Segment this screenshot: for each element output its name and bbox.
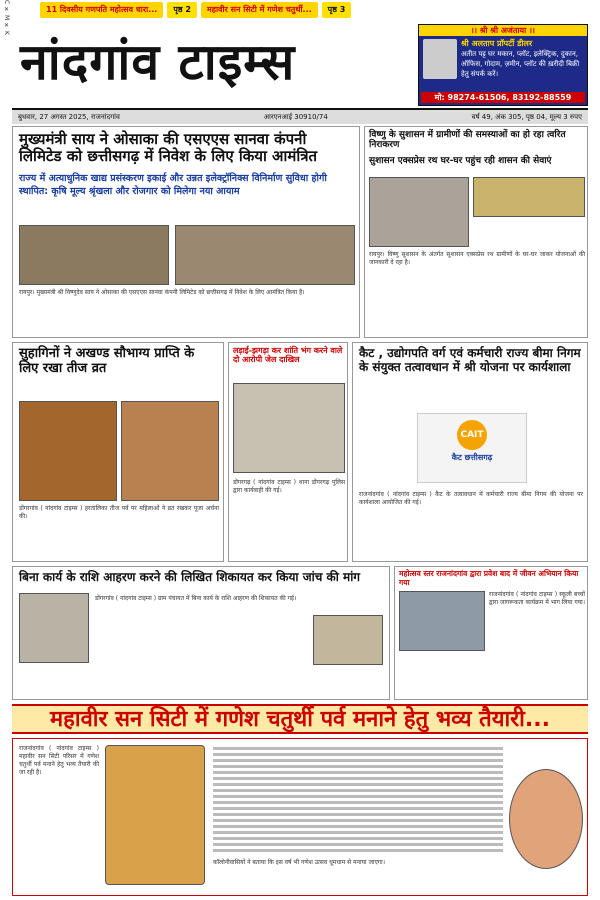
cait-headline[interactable]: कैट , उद्योगपति वर्ग एवं कर्मचारी राज्य बीमा निगम के संयुक्त तत्वावधान में श्री योजना पर कार्यशाला	[359, 346, 581, 374]
ad-header: ।। श्री श्री अजंताया ।।	[419, 25, 587, 36]
ganesh-sweets-image	[509, 769, 583, 869]
complaint-photo-1	[19, 593, 89, 663]
teaser-1[interactable]: 11 दिवसीय गणपति महोत्सव धारा...	[40, 2, 163, 18]
arrest-story[interactable]	[228, 342, 348, 562]
dateline-date: बुधवार, 27 अगस्त 2025, राजनांदगांव	[18, 112, 120, 121]
lead-story[interactable]	[12, 126, 360, 338]
masthead-title: नांदगांव टाइम्स	[20, 32, 296, 91]
arrest-text: डोंगरगढ़ ( नांदगांव टाइम्स ) थाना डोंगरगढ़ पुलिस द्वारा कार्यवाही की गई।	[233, 479, 345, 494]
lead-text: रायपुर। मुख्यमंत्री श्री विष्णुदेव साय ने ओसाका की एसएएस सानवा कंपनी लिमिटेड को छत्तीसगढ़ में निवेश के लिए आमंत्रित किया है।	[19, 289, 305, 296]
teej-story[interactable]	[12, 342, 224, 562]
teej-headline[interactable]: सुहागिनों ने अखण्ड सौभाग्य प्राप्ति के लिए रखा तीज व्रत	[19, 346, 195, 376]
governance-photo-1	[369, 177, 469, 247]
arrest-headline[interactable]: लड़ाई-झगड़ा कर शांति भंग करने वाले दो आरोपी जेल दाखिल	[233, 346, 343, 365]
teej-caption: डोंगरगांव ( नांदगांव टाइम्स ) हरतालिका तीज पर्व पर महिलाओं ने व्रत रखकर पूजा अर्चना की।	[19, 505, 219, 520]
lead-photo-2	[175, 225, 355, 285]
masthead	[12, 20, 588, 110]
school-text: राजनांदगांव ( नांदगांव टाइम्स ) स्कूली बच्चों द्वारा जागरूकता कार्यक्रम में भाग लिया गया।	[489, 591, 586, 606]
ad-body: अतीत पट्ट घर मकान, प्लॉट, इलेक्ट्रिक, दुकान, ऑफिस, गोदाम, ज़मीन, प्लॉट की ख़रीदी बिक्री हेतु संपर्क करें।	[461, 50, 580, 78]
ganesh-banner-headline[interactable]: महावीर सन सिटी में गणेश चतुर्थी पर्व मनाने हेतु भव्य तैयारी...	[12, 704, 588, 734]
lead-photo-1	[19, 225, 169, 285]
arrest-photo	[233, 383, 345, 473]
school-story[interactable]	[394, 566, 588, 700]
cait-story[interactable]	[352, 342, 588, 562]
complaint-text: डोंगरगांव ( नांदगांव टाइम्स ) ग्राम पंचायत में बिना कार्य के राशि आहरण की शिकायत की गई।	[95, 595, 297, 602]
school-photo	[399, 591, 485, 651]
ganesh-story[interactable]	[12, 738, 588, 896]
governance-headline[interactable]: विष्णु के सुशासन में ग्रामीणों की समस्याओं का हो रहा त्वरित निराकरण	[369, 130, 566, 151]
teaser-page-3[interactable]: पृष्ठ 3	[322, 2, 352, 18]
ganesh-idol-image	[105, 745, 205, 885]
teaser-2[interactable]: महावीर सन सिटी में गणेश चतुर्थी...	[201, 2, 318, 18]
lead-subhead: राज्य में अत्याधुनिक खाद्य प्रसंस्करण इकाई और उन्नत इलेक्ट्रॉनिक्स विनिर्माण सुविधा होगी स्थापित: कृषि मूल्य श्रृंखला और रोजगार को मिलेगा नया आयाम	[19, 172, 327, 197]
ganesh-text-right: कॉलोनीवासियों ने बताया कि इस वर्ष भी गणेश उत्सव धूमधाम से मनाया जाएगा।	[213, 859, 385, 866]
school-headline[interactable]: महोत्सव स्तर राजनांदगांव द्वारा प्रवेश बाद में जीवन अभियान किया गया	[399, 569, 579, 587]
cait-logo-badge: CAIT	[457, 420, 487, 450]
complaint-story[interactable]	[12, 566, 390, 700]
teaser-page-2[interactable]: पृष्ठ 2	[167, 2, 197, 18]
cait-logo	[417, 413, 527, 483]
teej-photo-1	[19, 401, 117, 501]
top-teaser-strip	[40, 2, 560, 18]
ad-portrait	[423, 39, 457, 79]
ad-phone: मो: 98274-61506, 83192-88559	[421, 92, 585, 103]
complaint-photo-2	[313, 615, 383, 665]
dateline-edition: वर्ष 49, अंक 305, पृष्ठ 04, मूल्य 3 रुपए	[471, 112, 582, 121]
lead-headline[interactable]: मुख्यमंत्री साय ने ओसाका की एसएएस सानवा कंपनी लिमिटेड को छत्तीसगढ़ में निवेश के लिए किया आमंत्रित	[19, 130, 318, 166]
cait-logo-text: कैट छत्तीसगढ़	[451, 453, 493, 462]
governance-photo-2	[473, 177, 585, 217]
governance-text: रायपुर। विष्णु सुशासन के अंतर्गत सुशासन एक्सप्रेस रथ ग्रामीणों के घर-घर जाकर योजनाओं की जानकारी दे रहा है।	[369, 251, 585, 266]
property-ad[interactable]	[418, 24, 588, 106]
ganesh-article-body	[213, 747, 503, 855]
teej-photo-2	[121, 401, 219, 501]
cait-text: राजनांदगांव ( नांदगांव टाइम्स ) कैट के तत्वावधान में कर्मचारी राज्य बीमा निगम की योजना पर कार्यशाला आयोजित की गई।	[359, 491, 583, 506]
ganesh-text-left: राजनांदगांव ( नांदगांव टाइम्स ) महावीर सन सिटी परिसर में गणेश चतुर्थी पर्व मनाने हेतु भव्य तैयारी की जा रही है।	[19, 745, 99, 776]
dateline-rni: आरएनआई 30910/74	[263, 112, 328, 121]
complaint-headline[interactable]: बिना कार्य के राशि आहरण करने की लिखित शिकायत कर किया जांच की मांग	[19, 570, 361, 584]
governance-subhead: सुशासन एक्सप्रेस रथ घर-घर पहुंच रही शासन की सेवाएं	[369, 155, 552, 166]
governance-story[interactable]	[364, 126, 588, 338]
ad-name: श्री अलताप प्रॉपर्टी डीलर	[461, 39, 533, 48]
print-registration-mark: C ✕ M ✕ K	[3, 0, 10, 35]
dateline-bar	[12, 110, 588, 124]
